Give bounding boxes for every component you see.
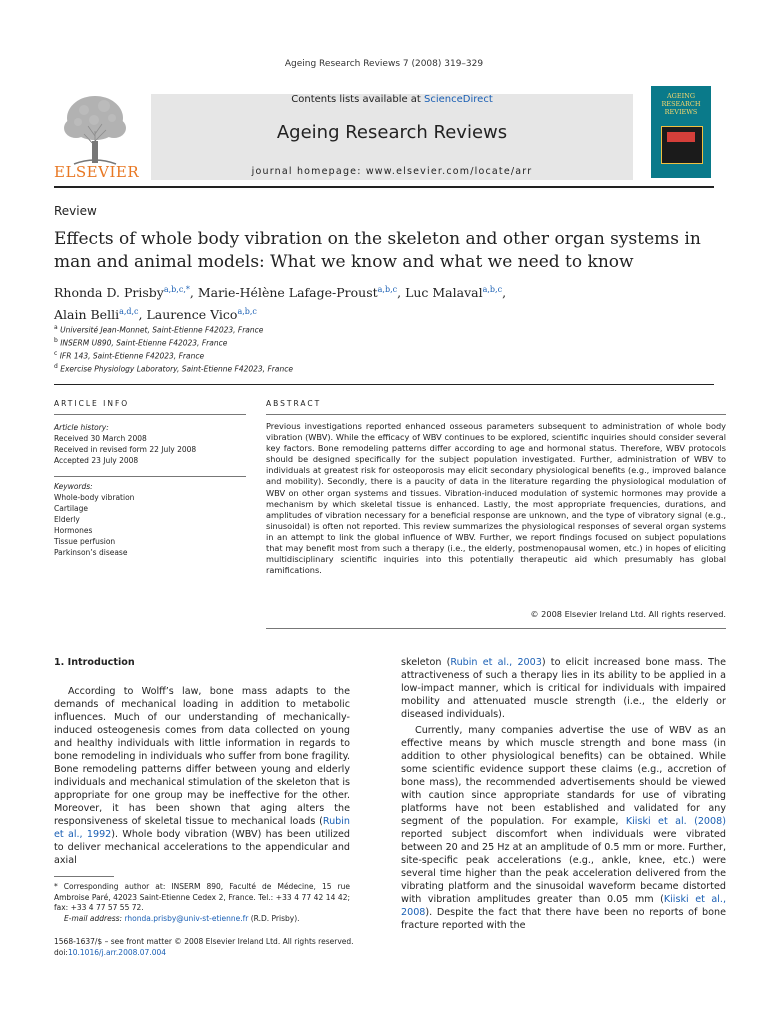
cover-art-accent (667, 132, 695, 142)
keyword: Hormones (54, 526, 93, 535)
cover-title: AGEING RESEARCH REVIEWS (661, 92, 701, 116)
header-rule (54, 186, 714, 188)
history-label: Article history: (54, 423, 109, 432)
affiliation-item (54, 362, 293, 375)
front-matter (54, 937, 384, 958)
publisher-wordmark: ELSEVIER (54, 163, 140, 181)
journal-cover-image (651, 86, 711, 178)
citation-link[interactable]: Rubin et al., 2003 (450, 657, 542, 668)
intro-paragraph-right-2 (401, 724, 726, 932)
title-block-rule (54, 384, 714, 385)
intro-paragraph-left (54, 685, 350, 867)
author[interactable]: Luc Malaval (405, 285, 483, 301)
abstract-text: Previous investigations reported enhanced osseous parameters subsequent to administration of whole body vibration (WBV). While the efficacy of WBV continues to be explored, scientific inquiries should consider several key factors. Bone remodeling patterns differ according to age and hormonal status. Therefore, WBV protocols should be designed specifically for the subject population investigated. Further, administration of WBV to individuals at greatest risk for osteoporosis may elicit secondary physiological benefits (e.g., improved balance and mobility). Secondly, there is a paucity of data in the literature regarding the physiological modulation of WBV on other organ systems and tissues. Vibration-induced modulation of systemic hormones may provide a mechanism by which skeletal tissue is enhanced. Lastly, the most appropriate frequencies, durations, and amplitudes of vibration necessary for a beneficial response are unknown, and the type of vibratory signal (e.g., sinusoidal) is often not reported. This review summarizes the physiological responses of several organ systems in an attempt to link the global influence of WBV. Further, we report findings focused on subject populations that may benefit most from such a therapy (i.e., the elderly, postmenopausal women, etc.) in hopes of eliciting multidisciplinary scientific inquiries into this potentially therapeutic aid which presumably has global ramifications. (266, 421, 726, 576)
sciencedirect-link[interactable]: ScienceDirect (424, 94, 493, 105)
author-sep: , (138, 307, 147, 323)
email-link[interactable]: rhonda.prisby@univ-st-etienne.fr (124, 913, 249, 923)
contents-line (151, 94, 633, 105)
affiliation-text: Université Jean-Monnet, Saint-Etienne F42023, France (60, 325, 264, 335)
affiliation-item (54, 349, 293, 362)
keywords-block (54, 481, 246, 558)
article-type: Review (54, 204, 97, 218)
author-affil-marks[interactable]: a,b,c (377, 285, 398, 294)
affiliation-mark: a (54, 324, 58, 331)
issn-line: 1568-1637/$ – see front matter © 2008 Elsevier Ireland Ltd. All rights reserved. (54, 937, 354, 946)
author-sep: , (189, 285, 198, 301)
corresponding-text: * Corresponding author at: INSERM 890, Faculté de Médecine, 15 rue Ambroise Paré, 42023 Saint-Etienne Cedex 2, France. Tel.: +33 4 77 42 14 42; fax: +33 4 77 57 55 72. (54, 882, 350, 912)
keyword: Parkinson’s disease (54, 548, 128, 557)
author[interactable]: Laurence Vico (146, 307, 238, 323)
article-history (54, 422, 246, 466)
abstract-bottom-rule (266, 628, 726, 629)
journal-homepage[interactable]: journal homepage: www.elsevier.com/locate/arr (251, 166, 533, 177)
footnote-rule (54, 876, 114, 877)
abstract-heading: ABSTRACT (266, 399, 322, 408)
paragraph-text: According to Wolff’s law, bone mass adapts to the demands of mechanical loading in addition to metabolic influences. Much of our understanding of mechanically-induced osteogenesis comes from data collected on young and healthy individuals with little information in regards to bone remodeling in individuals who suffer from bone fragility. Bone remodeling patterns differ between young and elderly individuals and mechanical stimulation of the skeleton that is appropriate for one group may be ineffective for the other. Moreover, it has been shown that aging alters the responsiveness of skeletal tissue to mechanical loads ( (54, 686, 350, 827)
email-label: E-mail address: (64, 913, 125, 923)
affiliation-item (54, 323, 293, 336)
affiliation-text: INSERM U890, Saint-Etienne F42023, France (60, 338, 228, 348)
keyword: Cartilage (54, 504, 88, 513)
citation-link[interactable]: Rubin et al., 1992 (54, 816, 350, 840)
affiliation-text: Exercise Physiology Laboratory, Saint-Etienne F42023, France (60, 364, 293, 374)
keywords-label: Keywords: (54, 482, 93, 491)
article-title: Effects of whole body vibration on the skeleton and other organ systems in man and animal models: What we know and what we need to know (54, 229, 701, 272)
keyword: Whole-body vibration (54, 493, 135, 502)
paragraph-text: Currently, many companies advertise the use of WBV as an effective means by which muscle strength and bone mass (in addition to other physiological benefits) can be obtained. While some scientific evidence support these claims (e.g., accretion of bone mass), the recommended advertisements should be viewed with caution since appropriate standards for use of vibrating platforms have not been established and validated for any segment of the population. For example, (401, 725, 726, 827)
author-list (54, 280, 714, 324)
section-heading: 1. Introduction (54, 657, 135, 668)
author-affil-marks[interactable]: a,d,c (119, 307, 139, 317)
author[interactable]: Rhonda D. Prisby (54, 285, 164, 301)
email-suffix: (R.D. Prisby). (248, 913, 300, 923)
citation-link[interactable]: Kiiski et al. (2008) (625, 816, 726, 827)
history-item: Received in revised form 22 July 2008 (54, 445, 197, 454)
intro-paragraph-right-1 (401, 656, 726, 721)
abstract-rule (266, 414, 726, 415)
keyword: Tissue perfusion (54, 537, 116, 546)
keywords-rule (54, 476, 246, 477)
affiliation-item (54, 336, 293, 349)
author-sep: , (397, 285, 406, 301)
article-info-heading: ARTICLE INFO (54, 399, 130, 408)
author-affil-marks[interactable]: a,b,c (237, 307, 257, 317)
journal-title: Ageing Research Reviews (276, 122, 508, 143)
corresponding-author-note (54, 882, 350, 924)
author-sep: , (502, 285, 507, 301)
affiliation-mark: d (54, 363, 58, 370)
article-info-rule (54, 414, 246, 415)
author[interactable]: Marie-Hélène Lafage-Proust (197, 285, 378, 301)
doi-label: doi: (54, 947, 68, 957)
paragraph-text: ). Despite the fact that there have been no reports of bone fracture reported with the (401, 907, 726, 931)
affiliation-text: IFR 143, Saint-Etienne F42023, France (59, 351, 205, 361)
history-item: Accepted 23 July 2008 (54, 456, 139, 465)
affiliation-mark: c (54, 350, 58, 357)
author[interactable]: Alain Belli (54, 307, 120, 323)
journal-citation: Ageing Research Reviews 7 (2008) 319–329 (284, 59, 484, 69)
paragraph-text: reported subject discomfort when individuals were vibrated between 20 and 25 Hz at an amplitude of 0.5 mm or more. Further, site-specific peak accelerations (e.g., ankle, knee, etc.) were several time higher than the peak acceleration delivered from the vibrating platform and the sinusoidal waveform became distorted with vibration amplitudes greater than 0.05 mm ( (401, 829, 726, 905)
doi-link[interactable]: 10.1016/j.arr.2008.07.004 (67, 947, 167, 957)
author-affil-marks[interactable]: a,b,c,* (163, 285, 190, 294)
contents-prefix: Contents lists available at (291, 94, 425, 105)
paragraph-text: ) to elicit increased bone mass. The attractiveness of such a therapy lies in its ability to be applied in a low-impact manner, which is critical for individuals with impaired mobility and attenuated muscle strength (i.e., the elderly or diseased individuals). (401, 657, 726, 720)
history-item: Received 30 March 2008 (54, 434, 147, 443)
paragraph-text: skeleton ( (401, 657, 451, 668)
author-affil-marks[interactable]: a,b,c (482, 285, 503, 294)
paragraph-text: ). Whole body vibration (WBV) has been utilized to deliver mechanical accelerations to the appendicular and axial (54, 829, 350, 866)
affiliation-mark: b (54, 337, 58, 344)
citation-link[interactable]: Kiiski et al., 2008 (401, 894, 727, 918)
abstract-copyright: © 2008 Elsevier Ireland Ltd. All rights reserved. (530, 609, 726, 619)
affiliations (54, 323, 293, 375)
keyword: Elderly (54, 515, 80, 524)
